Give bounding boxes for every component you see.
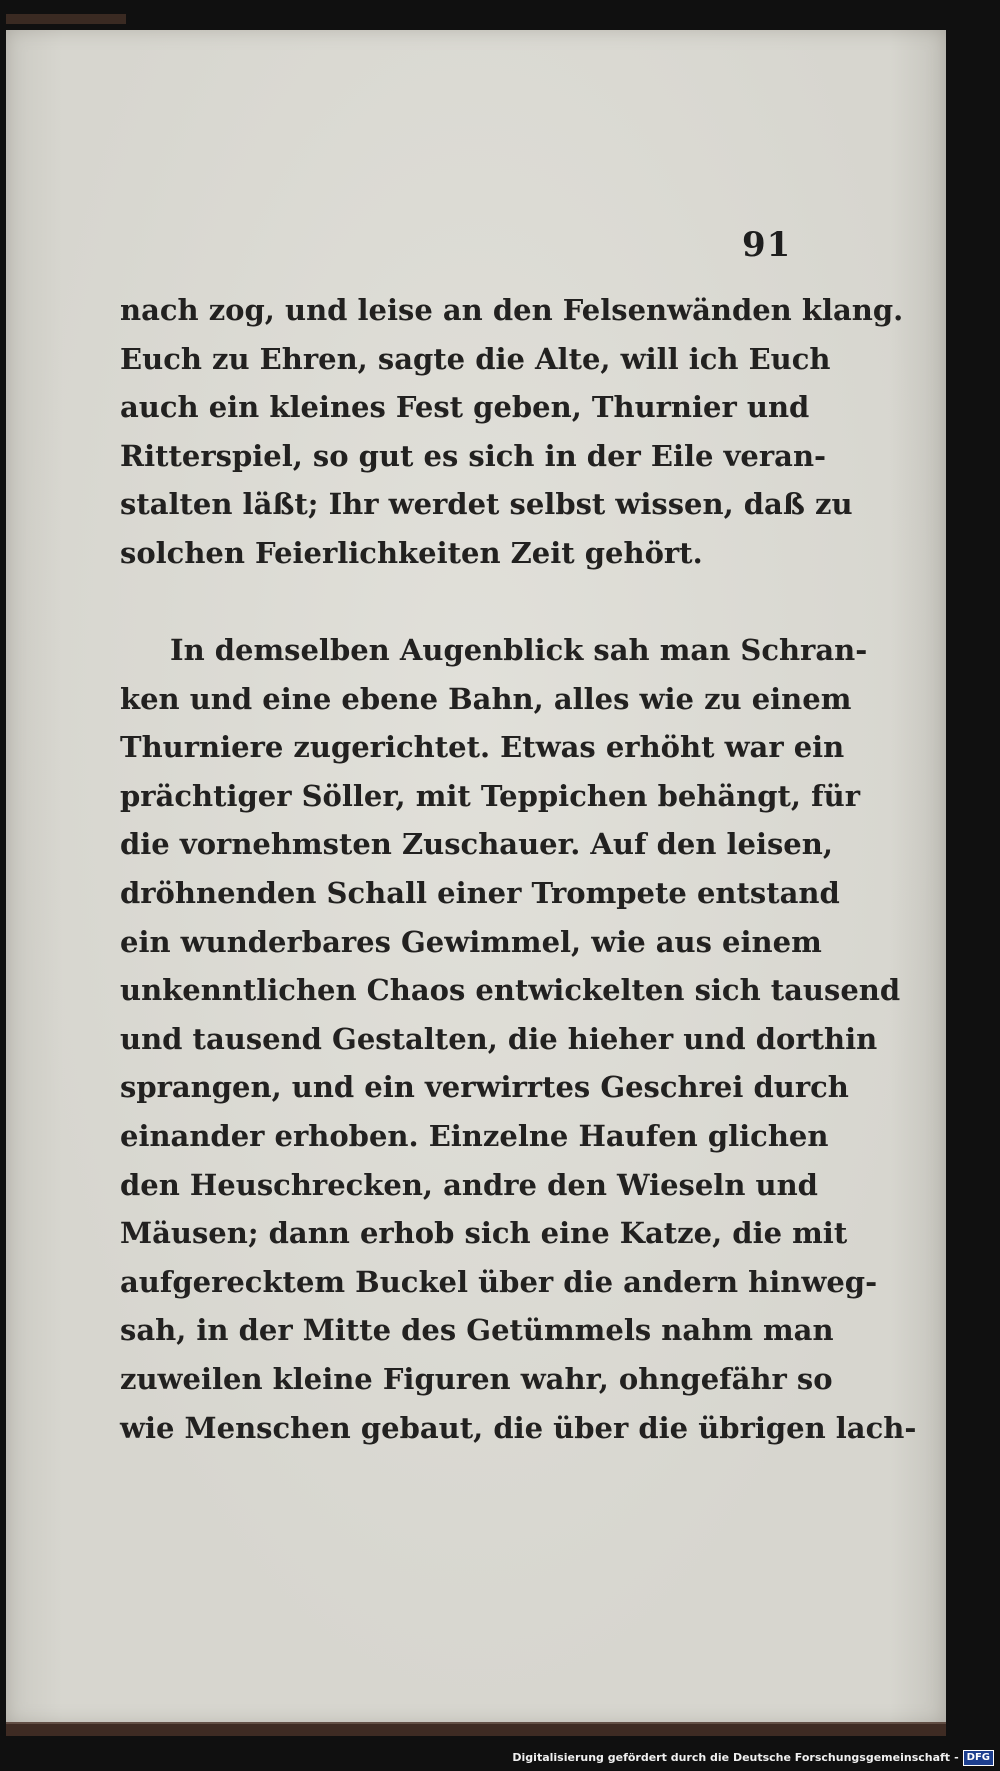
page-top-edge [6,14,126,24]
text-line: aufgerecktem Buckel über die andern hinweg- [120,1264,878,1299]
text-line: Ritterspiel, so gut es sich in der Eile veran- [120,438,827,473]
text-line: stalten läßt; Ihr werdet selbst wissen, daß zu [120,487,853,522]
text-line: nach zog, und leise an den Felsenwänden klang. [120,293,904,327]
text-line: zuweilen kleine Figuren wahr, ohngefähr so [120,1361,833,1396]
text-line: sah, in der Mitte des Getümmels nahm man [120,1313,834,1348]
text-line: und tausend Gestalten, die hieher und dorthin [120,1021,878,1056]
book-page [6,30,946,1724]
text-line: Mäusen; dann erhob sich eine Katze, die mit [120,1216,848,1251]
text-line: prächtiger Söller, mit Teppichen behängt, für [120,778,860,813]
text-line: In demselben Augenblick sah man Schran- [170,633,868,667]
credit-separator: - [954,1751,959,1764]
paragraph-1 [120,286,904,578]
page-bottom-edge [6,1722,946,1736]
paragraph-2 [120,626,917,1452]
text-line: ein wunderbares Gewimmel, wie aus einem [120,924,822,959]
text-line: die vornehmsten Zuschauer. Auf den leisen, [120,827,833,862]
dfg-logo-icon: DFG [963,1750,994,1766]
text-line: solchen Feierlichkeiten Zeit gehört. [120,535,703,570]
text-line: unkenntlichen Chaos entwickelten sich tausend [120,973,901,1008]
digitization-credit [512,1750,994,1766]
text-line: Euch zu Ehren, sagte die Alte, will ich Euch [120,341,831,376]
text-line: Thurniere zugerichtet. Etwas erhöht war ein [120,730,845,765]
text-line: einander erhoben. Einzelne Haufen glichen [120,1118,829,1153]
text-line: auch ein kleines Fest geben, Thurnier und [120,390,810,425]
text-line: sprangen, und ein verwirrtes Geschrei durch [120,1070,849,1105]
text-line: dröhnenden Schall einer Trompete entstand [120,875,840,910]
page-number: 91 [742,225,792,265]
credit-text: Digitalisierung gefördert durch die Deutsche Forschungsgemeinschaft [512,1751,951,1764]
text-line: ken und eine ebene Bahn, alles wie zu einem [120,681,852,716]
text-line: den Heuschrecken, andre den Wieseln und [120,1167,818,1202]
text-line: wie Menschen gebaut, die über die übrigen lach- [120,1410,917,1445]
